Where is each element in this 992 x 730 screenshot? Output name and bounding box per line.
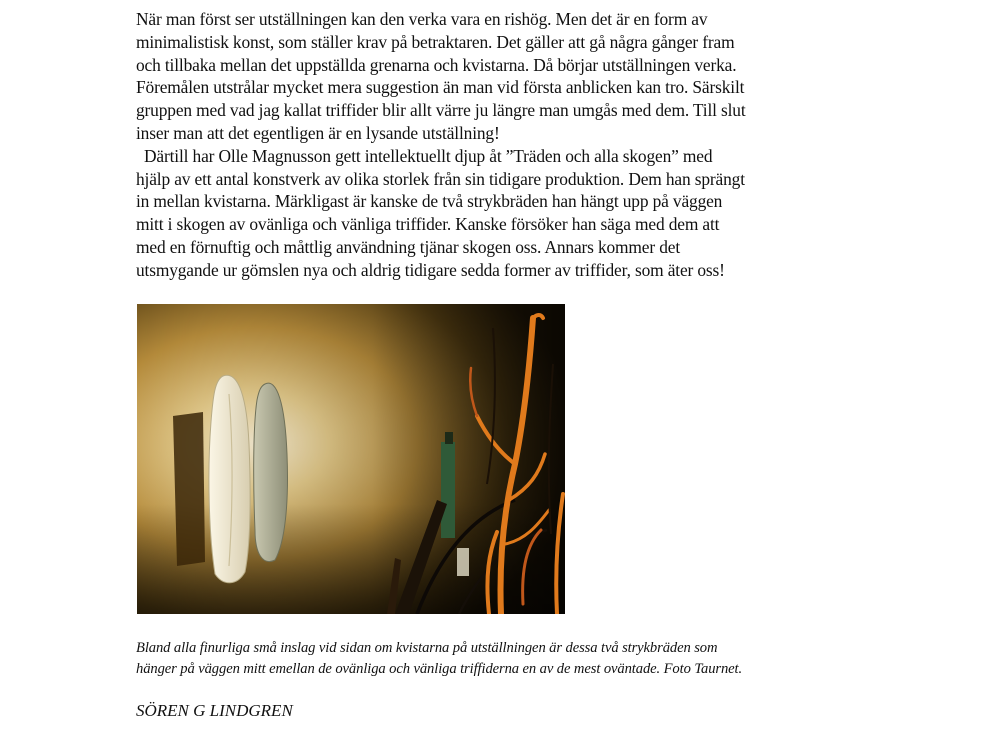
- ironing-board-grey: [254, 383, 288, 561]
- article-body: [136, 8, 848, 282]
- exhibition-photo: [137, 304, 565, 614]
- caption-line: hänger på väggen mitt emellan de ovänliga och vänliga triffiderna en av de mest oväntade. Foto Taurnet.: [136, 660, 743, 677]
- text-line: inser man att det egentligen är en lysande utställning!: [136, 122, 500, 143]
- text-line: gruppen med vad jag kallat triffider blir allt värre ju längre man umgås med dem. Till slut: [136, 100, 746, 121]
- text-line: mitt i skogen av ovänliga och vänliga triffider. Kanske försöker han säga med dem att: [136, 214, 720, 235]
- text-line: Därtill har Olle Magnusson gett intellektuellt djup åt ”Träden och alla skogen” med: [144, 145, 713, 166]
- paragraph-1: [136, 8, 848, 145]
- text-line: in mellan kvistarna. Märkligast är kanske de två strykbräden han hängt upp på väggen: [136, 191, 723, 212]
- text-line: Föremålen utstrålar mycket mera suggestion än man vid första anblicken kan tro. Särskilt: [136, 77, 745, 98]
- author-byline: SÖREN G LINDGREN: [136, 701, 293, 720]
- text-line: och tillbaka mellan det uppställda grenarna och kvistarna. Då börjar utställningen verka.: [136, 54, 737, 75]
- text-line: hjälp av ett antal konstverk av olika storlek från sin tidigare produktion. Dem han sprängt: [136, 168, 745, 189]
- text-line: med en förnuftig och måttlig användning tjänar skogen oss. Annars kommer det: [136, 236, 681, 257]
- text-line: utsmygande ur gömslen nya och aldrig tidigare sedda former av triffider, som äter oss!: [136, 259, 725, 280]
- exhibition-photo-illustration: [137, 304, 565, 614]
- text-line: När man först ser utställningen kan den verka vara en rishög. Men det är en form av: [136, 9, 708, 29]
- photo-caption: [136, 638, 876, 679]
- caption-line: Bland alla finurliga små inslag vid sidan om kvistarna på utställningen är dessa två strykbräden som: [136, 640, 718, 656]
- text-line: minimalistisk konst, som ställer krav på betraktaren. Det gäller att gå några gånger fram: [136, 31, 735, 52]
- green-wall-object: [441, 442, 455, 538]
- paragraph-2: [136, 145, 848, 282]
- dark-wall-panel: [173, 412, 205, 566]
